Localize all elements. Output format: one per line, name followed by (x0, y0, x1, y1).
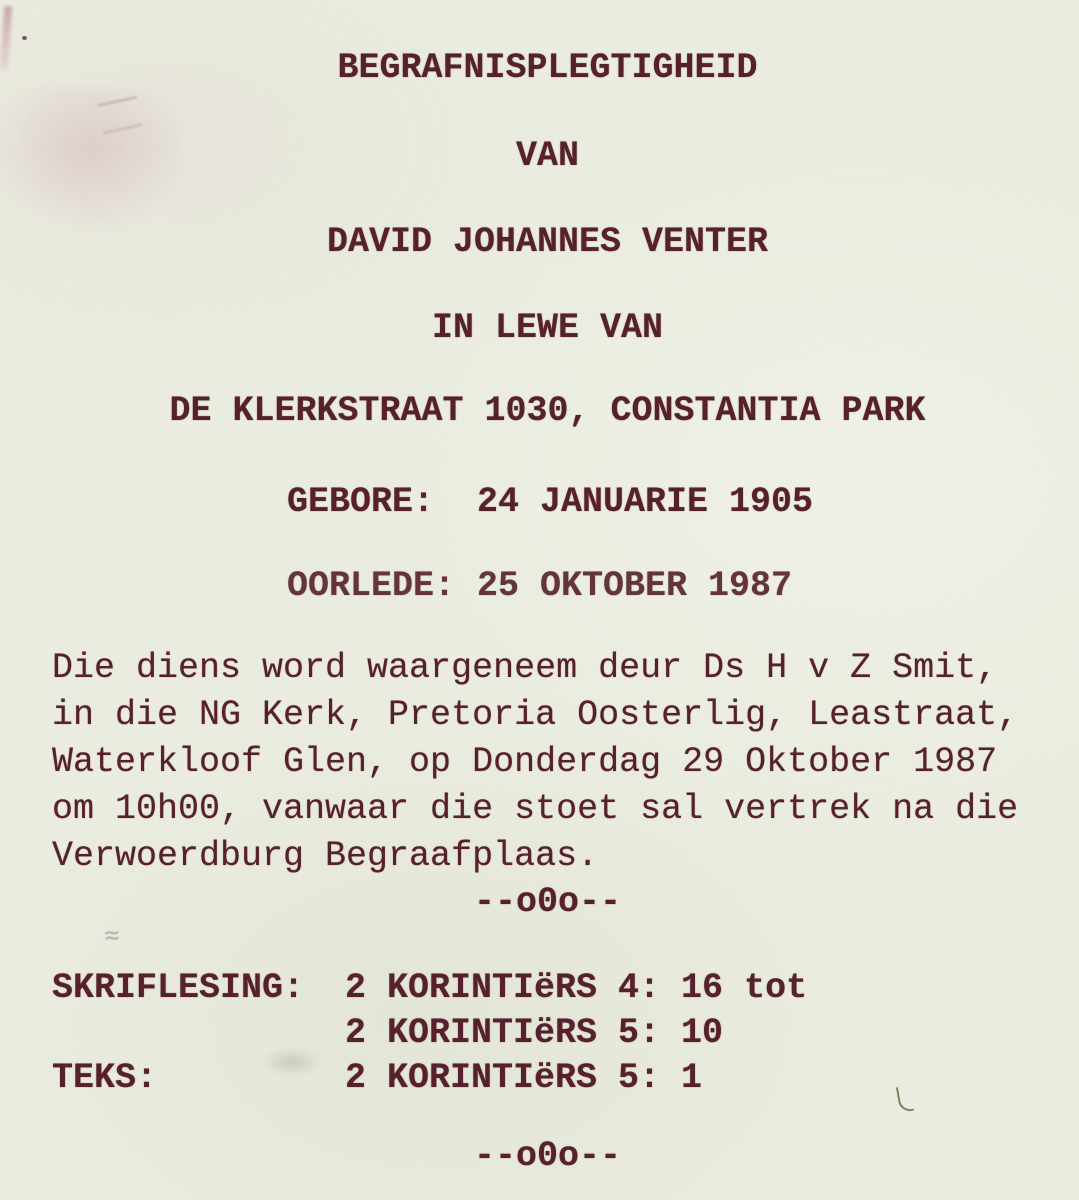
service-line-4: om 10h00, vanwaar die stoet sal vertrek na die (52, 789, 1019, 829)
of-label: VAN (515, 136, 579, 176)
divider-top: --o0o-- (473, 882, 622, 922)
born-row (287, 482, 813, 522)
deceased-name: DAVID JOHANNES VENTER (326, 222, 769, 262)
service-line-1: Die diens word waargeneem deur Ds H v Z Smit, (52, 648, 998, 688)
service-line-2: in die NG Kerk, Pretoria Oosterlig, Leastraat, (52, 695, 1019, 735)
text-label: TEKS: (52, 1058, 158, 1098)
scripture-reference-2: 2 KORINTIëRS 5: 10 (345, 1013, 724, 1053)
scripture-row-1 (52, 968, 807, 1008)
scripture-label-spacer (52, 1013, 345, 1053)
service-paragraph (52, 645, 1018, 880)
document-title: BEGRAFNISPLEGTIGHEID (337, 48, 758, 88)
ink-dot-artifact (22, 36, 27, 40)
service-line-3: Waterkloof Glen, op Donderdag 29 Oktober 1987 (52, 742, 998, 782)
green-pen-mark-artifact (896, 1085, 914, 1113)
scripture-row-2 (52, 1013, 723, 1053)
pencil-mark-artifact: ≈ (102, 921, 121, 953)
residence-intro: IN LEWE VAN (431, 308, 664, 348)
scripture-reference-1: 2 KORINTIëRS 4: 16 tot (345, 968, 808, 1008)
address-line: DE KLERKSTRAAT 1030, CONSTANTIA PARK (169, 391, 926, 431)
born-label: GEBORE: (287, 482, 435, 522)
text-reference: 2 KORINTIëRS 5: 1 (345, 1058, 703, 1098)
pink-squiggle-artifact (97, 96, 142, 134)
died-row (287, 566, 792, 606)
scripture-label: SKRIFLESING: (52, 968, 305, 1008)
died-label: OORLEDE: (287, 566, 456, 606)
born-value: 24 JANUARIE 1905 (477, 482, 814, 522)
divider-bottom: --o0o-- (473, 1136, 622, 1176)
died-value: 25 OKTOBER 1987 (477, 566, 793, 606)
text-row (52, 1058, 702, 1098)
service-line-5: Verwoerdburg Begraafplaas. (52, 836, 599, 876)
